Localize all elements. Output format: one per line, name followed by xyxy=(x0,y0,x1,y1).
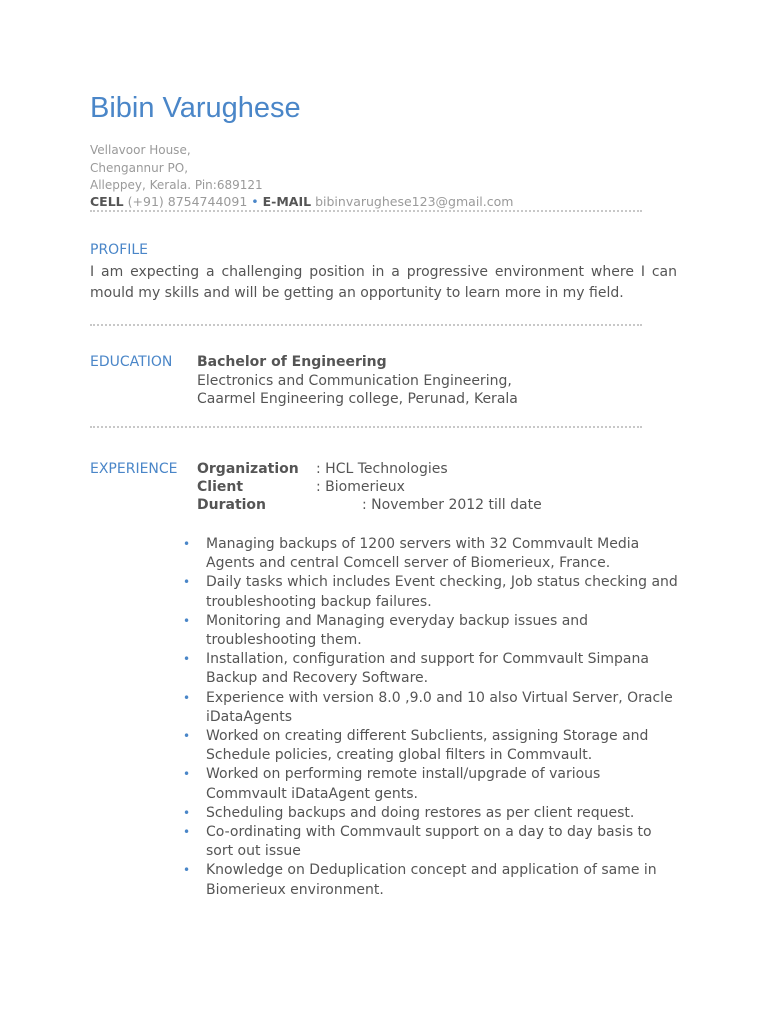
experience-bullet xyxy=(183,765,683,803)
bullet-text: Scheduling backups and doing restores as per client request. xyxy=(206,804,635,821)
duration-label: Duration xyxy=(197,497,267,513)
address-line-1: Vellavoor House, xyxy=(90,143,191,157)
bullet-text: Installation, configuration and support for Commvault Simpana Backup and Recovery Software. xyxy=(206,651,649,687)
profile-heading: PROFILE xyxy=(90,242,149,258)
email-address[interactable]: bibinvarughese123@gmail.com xyxy=(315,194,514,209)
address-line-3: Alleppey, Kerala. Pin:689121 xyxy=(90,178,263,192)
bullet-dot-icon: • xyxy=(183,729,191,744)
experience-heading: EXPERIENCE xyxy=(90,461,178,477)
candidate-name: Bibin Varughese xyxy=(90,92,301,124)
experience-bullet xyxy=(183,612,683,650)
experience-bullet xyxy=(183,861,683,899)
duration-value: : November 2012 till date xyxy=(362,497,542,513)
experience-bullet xyxy=(183,535,683,573)
cell-label: CELL xyxy=(90,194,124,209)
bullet-text: Co-ordinating with Commvault support on a day to day basis to sort out issue xyxy=(206,824,652,860)
organization-value: : HCL Technologies xyxy=(316,461,448,477)
bullet-text: Worked on performing remote install/upgrade of various Commvault iDataAgent gents. xyxy=(206,766,601,802)
bullet-dot-icon: • xyxy=(183,652,191,667)
degree: Bachelor of Engineering xyxy=(197,354,387,370)
experience-bullet-list xyxy=(183,535,683,900)
bullet-dot-icon: • xyxy=(183,863,191,878)
divider-education xyxy=(90,426,642,428)
cell-number: (+91) 8754744091 xyxy=(127,194,248,209)
experience-bullet xyxy=(183,573,683,611)
client-label: Client xyxy=(197,479,244,495)
bullet-dot-icon: • xyxy=(183,805,191,820)
experience-bullet xyxy=(183,727,683,765)
bullet-dot-icon: • xyxy=(183,537,191,551)
address-line-2: Chengannur PO, xyxy=(90,161,189,175)
education-block xyxy=(197,353,518,409)
organization-label: Organization xyxy=(197,461,299,477)
email-label: E-MAIL xyxy=(262,194,312,209)
divider-profile xyxy=(90,324,642,326)
bullet-text: Daily tasks which includes Event checking, Job status checking and troubleshooting backup failures. xyxy=(206,574,678,610)
experience-bullet xyxy=(183,823,683,861)
experience-bullet xyxy=(183,804,683,823)
experience-bullet xyxy=(183,689,683,727)
bullet-text: Worked on creating different Subclients, assigning Storage and Schedule policies, creating global filters in Commvault. xyxy=(206,728,649,764)
bullet-dot-icon: • xyxy=(183,767,191,782)
bullet-dot-icon: • xyxy=(183,690,191,705)
client-value: : Biomerieux xyxy=(316,479,405,495)
degree-field: Electronics and Communication Engineering, xyxy=(197,372,512,389)
contact-separator: • xyxy=(251,194,259,209)
contact-line xyxy=(90,194,513,209)
experience-bullet xyxy=(183,650,683,688)
divider-header xyxy=(90,210,642,212)
bullet-dot-icon: • xyxy=(183,825,191,840)
profile-text: I am expecting a challenging position in a progressive environment where I can mould my skills and will be getting an opportunity to learn more in my field. xyxy=(90,264,677,301)
education-heading: EDUCATION xyxy=(90,354,173,370)
bullet-text: Monitoring and Managing everyday backup issues and troubleshooting them. xyxy=(206,612,589,649)
bullet-text: Managing backups of 1200 servers with 32 Commvault Media Agents and central Comcell server of Biomerieux, France. xyxy=(206,536,640,572)
bullet-text: Knowledge on Deduplication concept and application of same in Biomerieux environment. xyxy=(206,862,657,898)
college: Caarmel Engineering college, Perunad, Kerala xyxy=(197,391,518,407)
bullet-dot-icon: • xyxy=(183,575,191,590)
bullet-text: Experience with version 8.0 ,9.0 and 10 also Virtual Server, Oracle iDataAgents xyxy=(206,689,673,725)
bullet-dot-icon: • xyxy=(183,613,191,628)
